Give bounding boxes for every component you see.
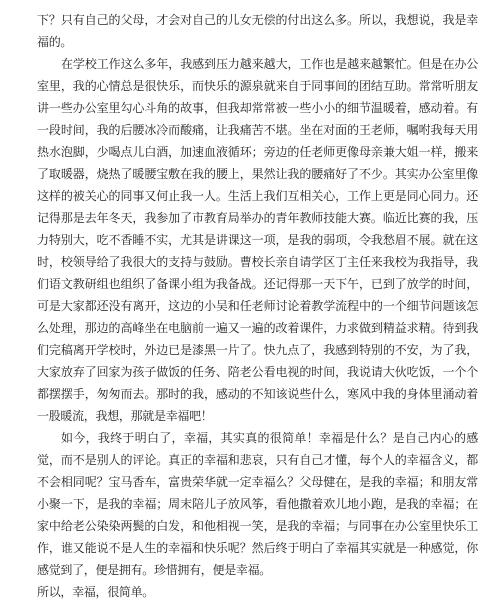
paragraph-conclusion: 所以，幸福，很简单。 <box>37 585 155 599</box>
paragraph-happiness-meaning: 如今，我终于明白了，幸福，其实真的很简单！幸福是什么？是自己内心的感觉，而不是别人的评论。真正的幸福和悲哀，只有自己才懂，每个人的幸福含义，都不会相同呢？宝马香车，富贵荣华就一定幸福么？父母健在，是我的幸福；和朋友常小聚一下，是我的幸福；周末陪儿子放风筝，看他撒着欢儿地小跑，是我的幸福；在家中给老公染染两鬓的白发，和他相视一笑，是我的幸福；与同事在办公室里快乐工作，谁又能说不是人生的幸福和快乐呢？然后终于明白了幸福其实就是一种感觉，你感觉到了，便是拥有。珍惜拥有，便是幸福。 <box>37 431 478 577</box>
paragraph-office-colleagues: 在学校工作这么多年，我感到压力越来越大，工作也是越来越繁忙。但是在办公室里，我的心情总是很快乐，而快乐的源泉就来自于同事间的团结互助。常常听朋友讲一些办公室里勾心斗角的故事，但我却常常被一些小小的细节温暖着，感动着。有一段时间，我的后腰冰冷而酸痛，让我痛苦不堪。坐在对面的王老师，嘱咐我每天用热水泡脚，少喝点儿白酒，加速血液循环；旁边的任老师更像母亲兼大姐一样，搬来了取暖器，烧热了暖腰宝敷在我的腰上，果然让我的腰痛好了不少。其实办公室里像这样的被关心的同事又何止我一人。生活上我们互相关心，工作上更是同心同力。还记得那是去年冬天，我参加了市教育局举办的青年教师技能大赛。临近比赛的我，压力特别大，吃不香睡不实，尤其是讲课这一项，是我的弱项，令我愁眉不展。就在这时，校领导给了我很大的支持与鼓励。曹校长亲自请学区丁主任来我校为我指导，我们语文教研组也组织了备课小组为我备战。还记得那一天下午，已到了放学的时间，可是大家都还没有离开，这边的小吴和任老师讨论着教学流程中的一个细节问题该怎么处理，那边的高峰坐在电脑前一遍又一遍的改着课件，力求做到精益求精。待到我们完稿离开学校时，外边已是漆黑一片了。快九点了，我感到特别的不安，为了我，大家放弃了回家为孩子做饭的任务、陪老公看电视的时间，我说请大伙吃饭，一个个都摆摆手，匆匆而去。那时的我，感动的不知该说些什么，寒风中我的身体里涌动着一股暖流，我想，那就是幸福吧！ <box>37 57 478 423</box>
paragraph-opening-line: 下？只有自己的父母，才会对自己的儿女无偿的付出这么多。所以，我想说，我是幸福的。 <box>37 13 478 49</box>
